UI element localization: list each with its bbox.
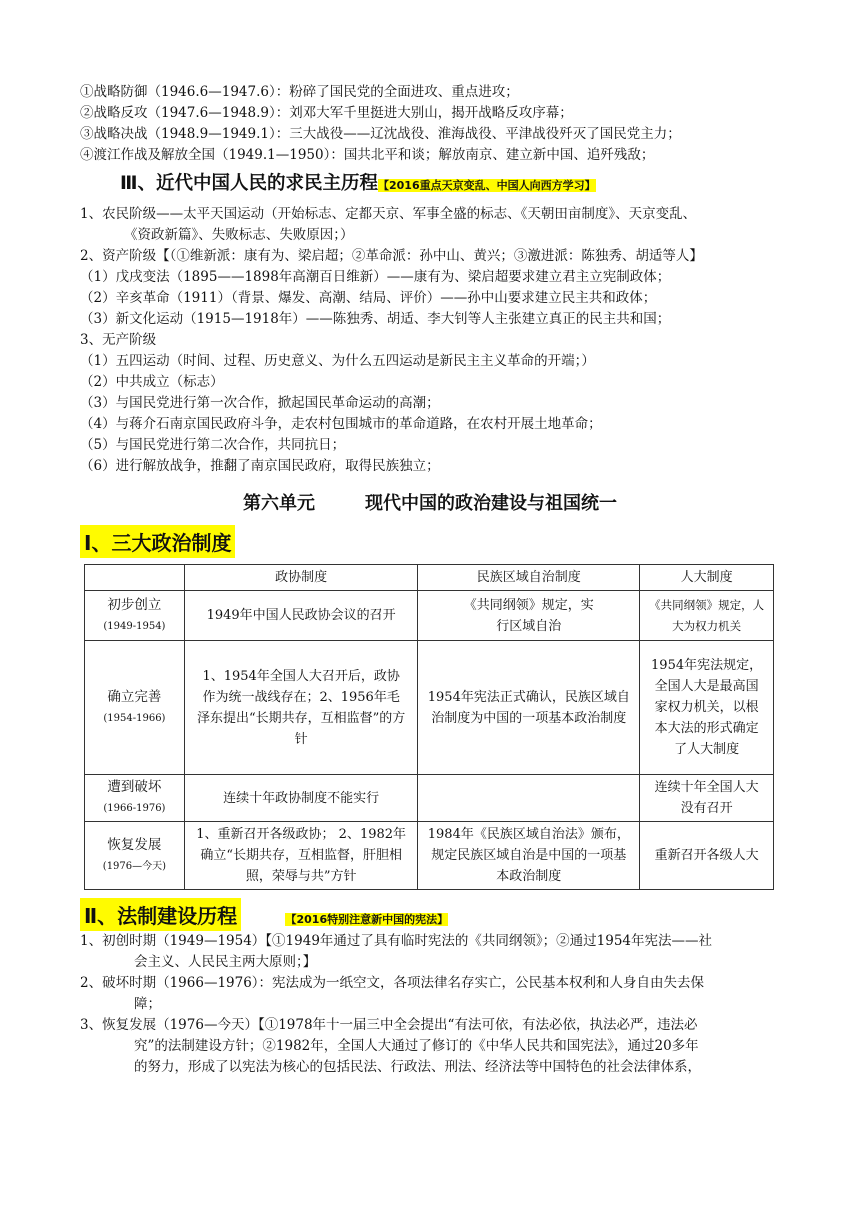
table-cell: 1、1954年全国人大召开后，政协作为统一战线存在；2、1956年毛泽东提出“长期共存，互相监督”的方针 — [184, 641, 418, 775]
law-period-3-cont: 究”的法制建设方针；②1982年，全国人大通过了修订的《中华人民共和国宪法》，通过20多年 — [134, 1038, 699, 1054]
stage-name: 遭到破坏 — [107, 779, 162, 795]
table-cell: 1、重新召开各级政协； 2、1982年确立“长期共存，互相监督，肝胆相照，荣辱与共”方针 — [184, 822, 418, 890]
unit-number: 第六单元 — [243, 493, 315, 514]
table-cell: 1954年宪法规定，全国人大是最高国家权力机关，以根本大法的形式确定了人大制度 — [640, 641, 774, 775]
war-phase-2: ②战略反攻（1947.6—1948.9）：刘邓大军千里挺进大别山，揭开战略反攻序幕； — [80, 105, 573, 121]
bourgeois-item-2: （2）辛亥革命（1911）（背景、爆发、高潮、结局、评价）——孙中山要求建立民主共和政体； — [80, 290, 657, 306]
table-cell: 1984年《民族区域自治法》颁布，规定民族区域自治是中国的一项基本政治制度 — [418, 822, 640, 890]
table-cell: 连续十年政协制度不能实行 — [184, 775, 418, 822]
table-cell: 连续十年全国人大没有召开 — [640, 775, 774, 822]
law-period-1-cont: 会主义、人民民主两大原则；】 — [134, 954, 317, 970]
table-cell: 1949年中国人民政协会议的召开 — [184, 591, 418, 641]
stage-years: (1949-1954) — [103, 620, 166, 632]
bourgeois-item-3: （3）新文化运动（1915—1918年）——陈独秀、胡适、李大钊等人主张建立真正的民主共和国； — [80, 311, 671, 327]
section3-title: Ⅲ、近代中国人民的求民主历程 — [120, 173, 378, 194]
unit-name: 现代中国的政治建设与祖国统一 — [365, 493, 617, 514]
table-row — [85, 775, 774, 822]
unit-title — [80, 489, 780, 515]
proletariat-line: 3、无产阶级 — [80, 332, 157, 348]
bourgeois-line: 2、资产阶级【（①维新派：康有为、梁启超；②革命派：孙中山、黄兴；③激进派：陈独秀、胡适等人】 — [80, 248, 703, 264]
section2-note: 【2016特别注意新中国的宪法】 — [285, 913, 449, 926]
proletariat-item-2: （2）中共成立（标志） — [80, 374, 224, 390]
proletariat-item-5: （5）与国民党进行第二次合作，共同抗日； — [80, 437, 346, 453]
proletariat-item-3: （3）与国民党进行第一次合作，掀起国民革命运动的高潮； — [80, 395, 440, 411]
proletariat-item-1: （1）五四运动（时间、过程、历史意义、为什么五四运动是新民主主义革命的开端；） — [80, 353, 595, 369]
stage-cell — [85, 591, 185, 641]
proletariat-item-4: （4）与蒋介石南京国民政府斗争，走农村包围城市的革命道路，在农村开展土地革命； — [80, 416, 602, 432]
law-period-3-cont2: 的努力，形成了以宪法为核心的包括民法、行政法、刑法、经济法等中国特色的社会法律体系， — [134, 1059, 701, 1075]
table-row — [85, 641, 774, 775]
proletariat-item-6: （6）进行解放战争，推翻了南京国民政府，取得民族独立； — [80, 458, 440, 474]
table-header-cell — [85, 565, 185, 591]
law-period-1: 1、初创时期（1949—1954）【①1949年通过了具有临时宪法的《共同纲领》；②通过1954年宪法——社 — [80, 933, 713, 949]
war-phase-4: ④渡江作战及解放全国（1949.1—1950）：国共北平和谈；解放南京、建立新中国、追歼残敌； — [80, 147, 655, 163]
war-phase-1: ①战略防御（1946.6—1947.6）：粉碎了国民党的全面进攻、重点进攻； — [80, 84, 519, 100]
section2-heading — [80, 898, 780, 931]
section3-heading — [120, 170, 780, 200]
table-cell: 重新召开各级人大 — [640, 822, 774, 890]
stage-years: (1966-1976) — [103, 803, 166, 814]
table-header-cell: 政协制度 — [184, 565, 418, 591]
political-systems-table — [84, 564, 774, 890]
peasant-line-cont: 《资政新篇》、失败标志、失败原因；） — [124, 227, 354, 243]
table-cell: 《共同纲领》规定，人大为权力机关 — [640, 591, 774, 641]
stage-cell — [85, 775, 185, 822]
stage-years: (1954-1966) — [103, 712, 166, 724]
stage-cell — [85, 641, 185, 775]
table-cell — [418, 775, 640, 822]
stage-cell — [85, 822, 185, 890]
top-lines — [80, 82, 780, 166]
table-cell: 《共同纲领》规定，实行区域自治 — [418, 591, 640, 641]
table-header-row — [85, 565, 774, 591]
table-header-cell: 人大制度 — [640, 565, 774, 591]
table-row — [85, 591, 774, 641]
stage-years: (1976—今天) — [102, 860, 167, 872]
stage-name: 初步创立 — [107, 596, 162, 613]
table-header-cell: 民族区域自治制度 — [418, 565, 640, 591]
peasant-line: 1、农民阶级——太平天国运动（开始标志、定都天京、军事全盛的标志、《天朝田亩制度》、天京变乱、 — [80, 206, 697, 222]
table-row — [85, 822, 774, 890]
law-period-2-cont: 障； — [134, 996, 161, 1012]
stage-name: 恢复发展 — [107, 836, 162, 853]
bourgeois-item-1: （1）戊戌变法（1895——1898年高潮百日维新）——康有为、梁启超要求建立君主立宪制政体； — [80, 269, 671, 285]
law-period-3: 3、恢复发展（1976—今天）【①1978年十一届三中全会提出“有法可依，有法必依，执法必严，违法必 — [80, 1017, 698, 1033]
section2-title: Ⅱ、法制建设历程 — [80, 898, 241, 931]
stage-name: 确立完善 — [107, 688, 162, 705]
section3-note: 【2016重点天京变乱、中国人向西方学习】 — [378, 179, 596, 192]
war-phase-3: ③战略决战（1948.9—1949.1）：三大战役——辽沈战役、淮海战役、平津战役歼灭了国民党主力； — [80, 126, 681, 142]
law-period-2: 2、破坏时期（1966—1976）：宪法成为一纸空文，各项法律名存实亡，公民基本权利和人身自由失去保 — [80, 975, 705, 991]
table-cell: 1954年宪法正式确认，民族区域自治制度为中国的一项基本政治制度 — [418, 641, 640, 775]
document-page — [80, 82, 780, 1078]
section1-title: Ⅰ、三大政治制度 — [80, 525, 235, 558]
